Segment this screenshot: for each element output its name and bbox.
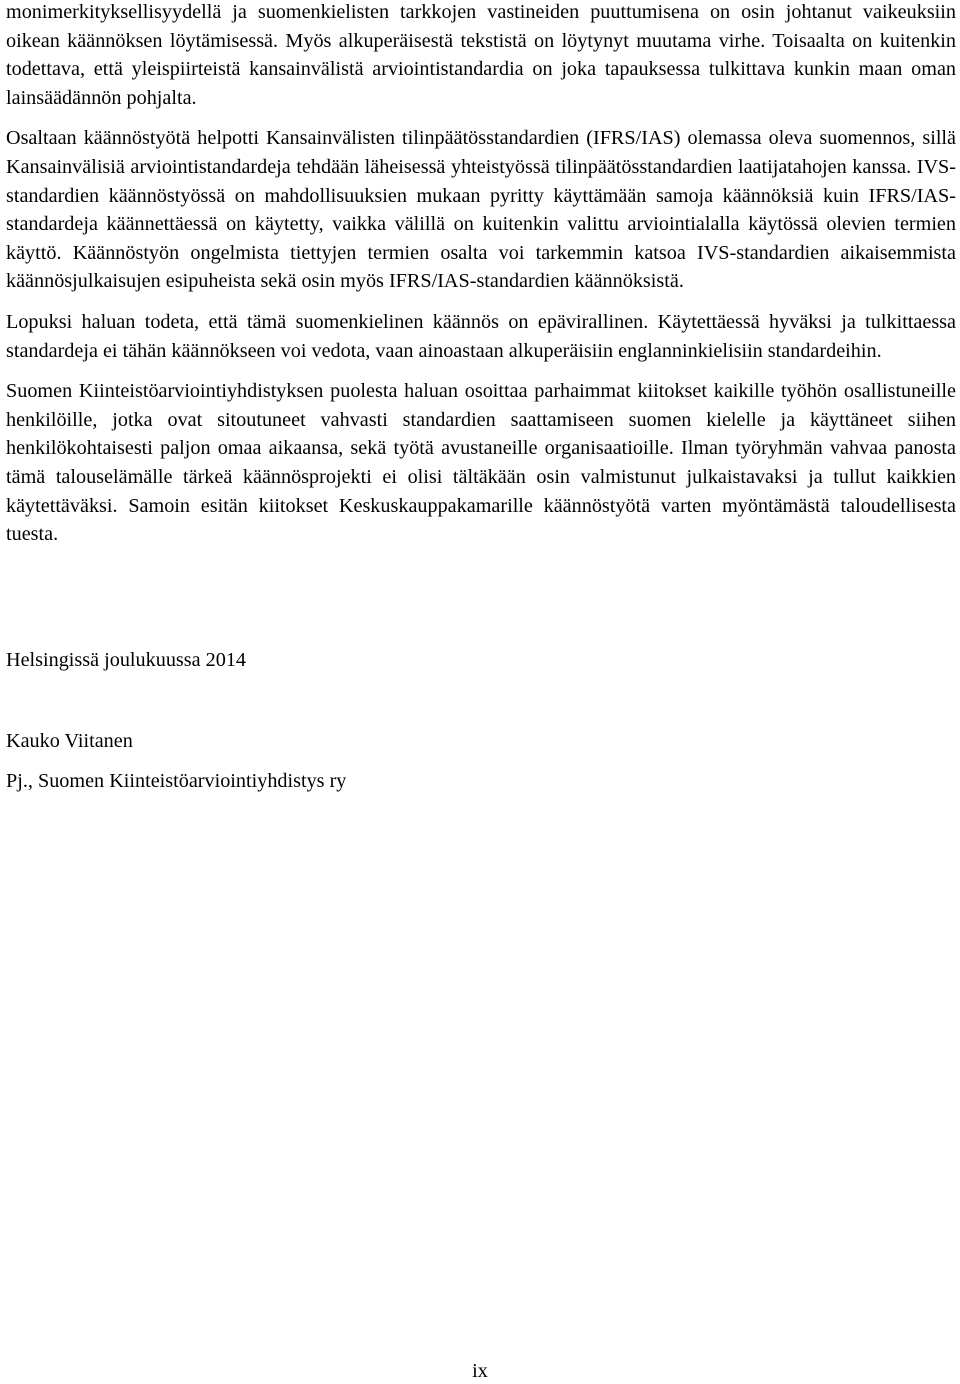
signer-name: Kauko Viitanen — [6, 730, 133, 752]
signer-title: Pj., Suomen Kiinteistöarviointiyhdistys ry — [6, 770, 347, 792]
page-number: ix — [472, 1360, 488, 1382]
body-paragraph: Lopuksi haluan todeta, että tämä suomenkielinen käännös on epävirallinen. Käytettäessä hyväksi ja tulkittaessa standardeja ei tähän käännökseen voi vedota, vaan ainoastaan alkuperäisiin englanninkielisiin standardeihin. — [6, 310, 956, 362]
body-paragraph: monimerkityksellisyydellä ja suomenkielisten tarkkojen vastineiden puuttumisena on osin johtanut vaikeuksiin oikean käännöksen löytämisessä. Myös alkuperäisestä tekstistä on löytynyt muutama virhe. Toisaalta on kuitenkin todettava, että yleispiirteistä kansainvälistä arviointistandardia on joka tapauksessa tulkittava kunkin maan oman lainsäädännön pohjalta. — [6, 1, 956, 109]
place-and-date: Helsingissä joulukuussa 2014 — [6, 649, 247, 671]
document-page — [6, 0, 956, 792]
body-paragraph: Osaltaan käännöstyötä helpotti Kansainvälisten tilinpäätösstandardien (IFRS/IAS) olemassa oleva suomennos, sillä Kansainvälisiä arviointistandardeja tehdään läheisessä yhteistyössä tilinpäätösstandardien laatijatahojen kanssa. IVS-standardien käännöstyössä on mahdollisuuksien mukaan pyritty käyttämään samoja käännöksiä kuin IFRS/IAS-standardeja käännettäessä on käytetty, vaikka välillä on kuitenkin valittu arviointialalla käytössä olevien termien käyttö. Käännöstyön ongelmista tiettyjen termien osalta voi tarkemmin katsoa IVS-standardien aikaisemmista käännösjulkaisujen esipuheista sekä osin myös IFRS/IAS-standardien käännöksistä. — [6, 127, 956, 293]
body-paragraph: Suomen Kiinteistöarviointiyhdistyksen puolesta haluan osoittaa parhaimmat kiitokset kaikille työhön osallistuneille henkilöille, jotka ovat sitoutuneet vahvasti standardien saattamiseen suomen kielelle ja käyttäneet siihen henkilökohtaisesti paljon omaa aikaansa, sekä työtä avustaneille organisaatioille. Ilman työryhmän vahvaa panosta tämä talouselämälle tärkeä käännösprojekti ei olisi tältäkään osin valmistunut julkaistavaksi ja tullut kaikkien käytettäväksi. Samoin esitän kiitokset Keskuskauppakamarille käännöstyötä varten myöntämästä taloudellisesta tuesta. — [6, 380, 956, 546]
